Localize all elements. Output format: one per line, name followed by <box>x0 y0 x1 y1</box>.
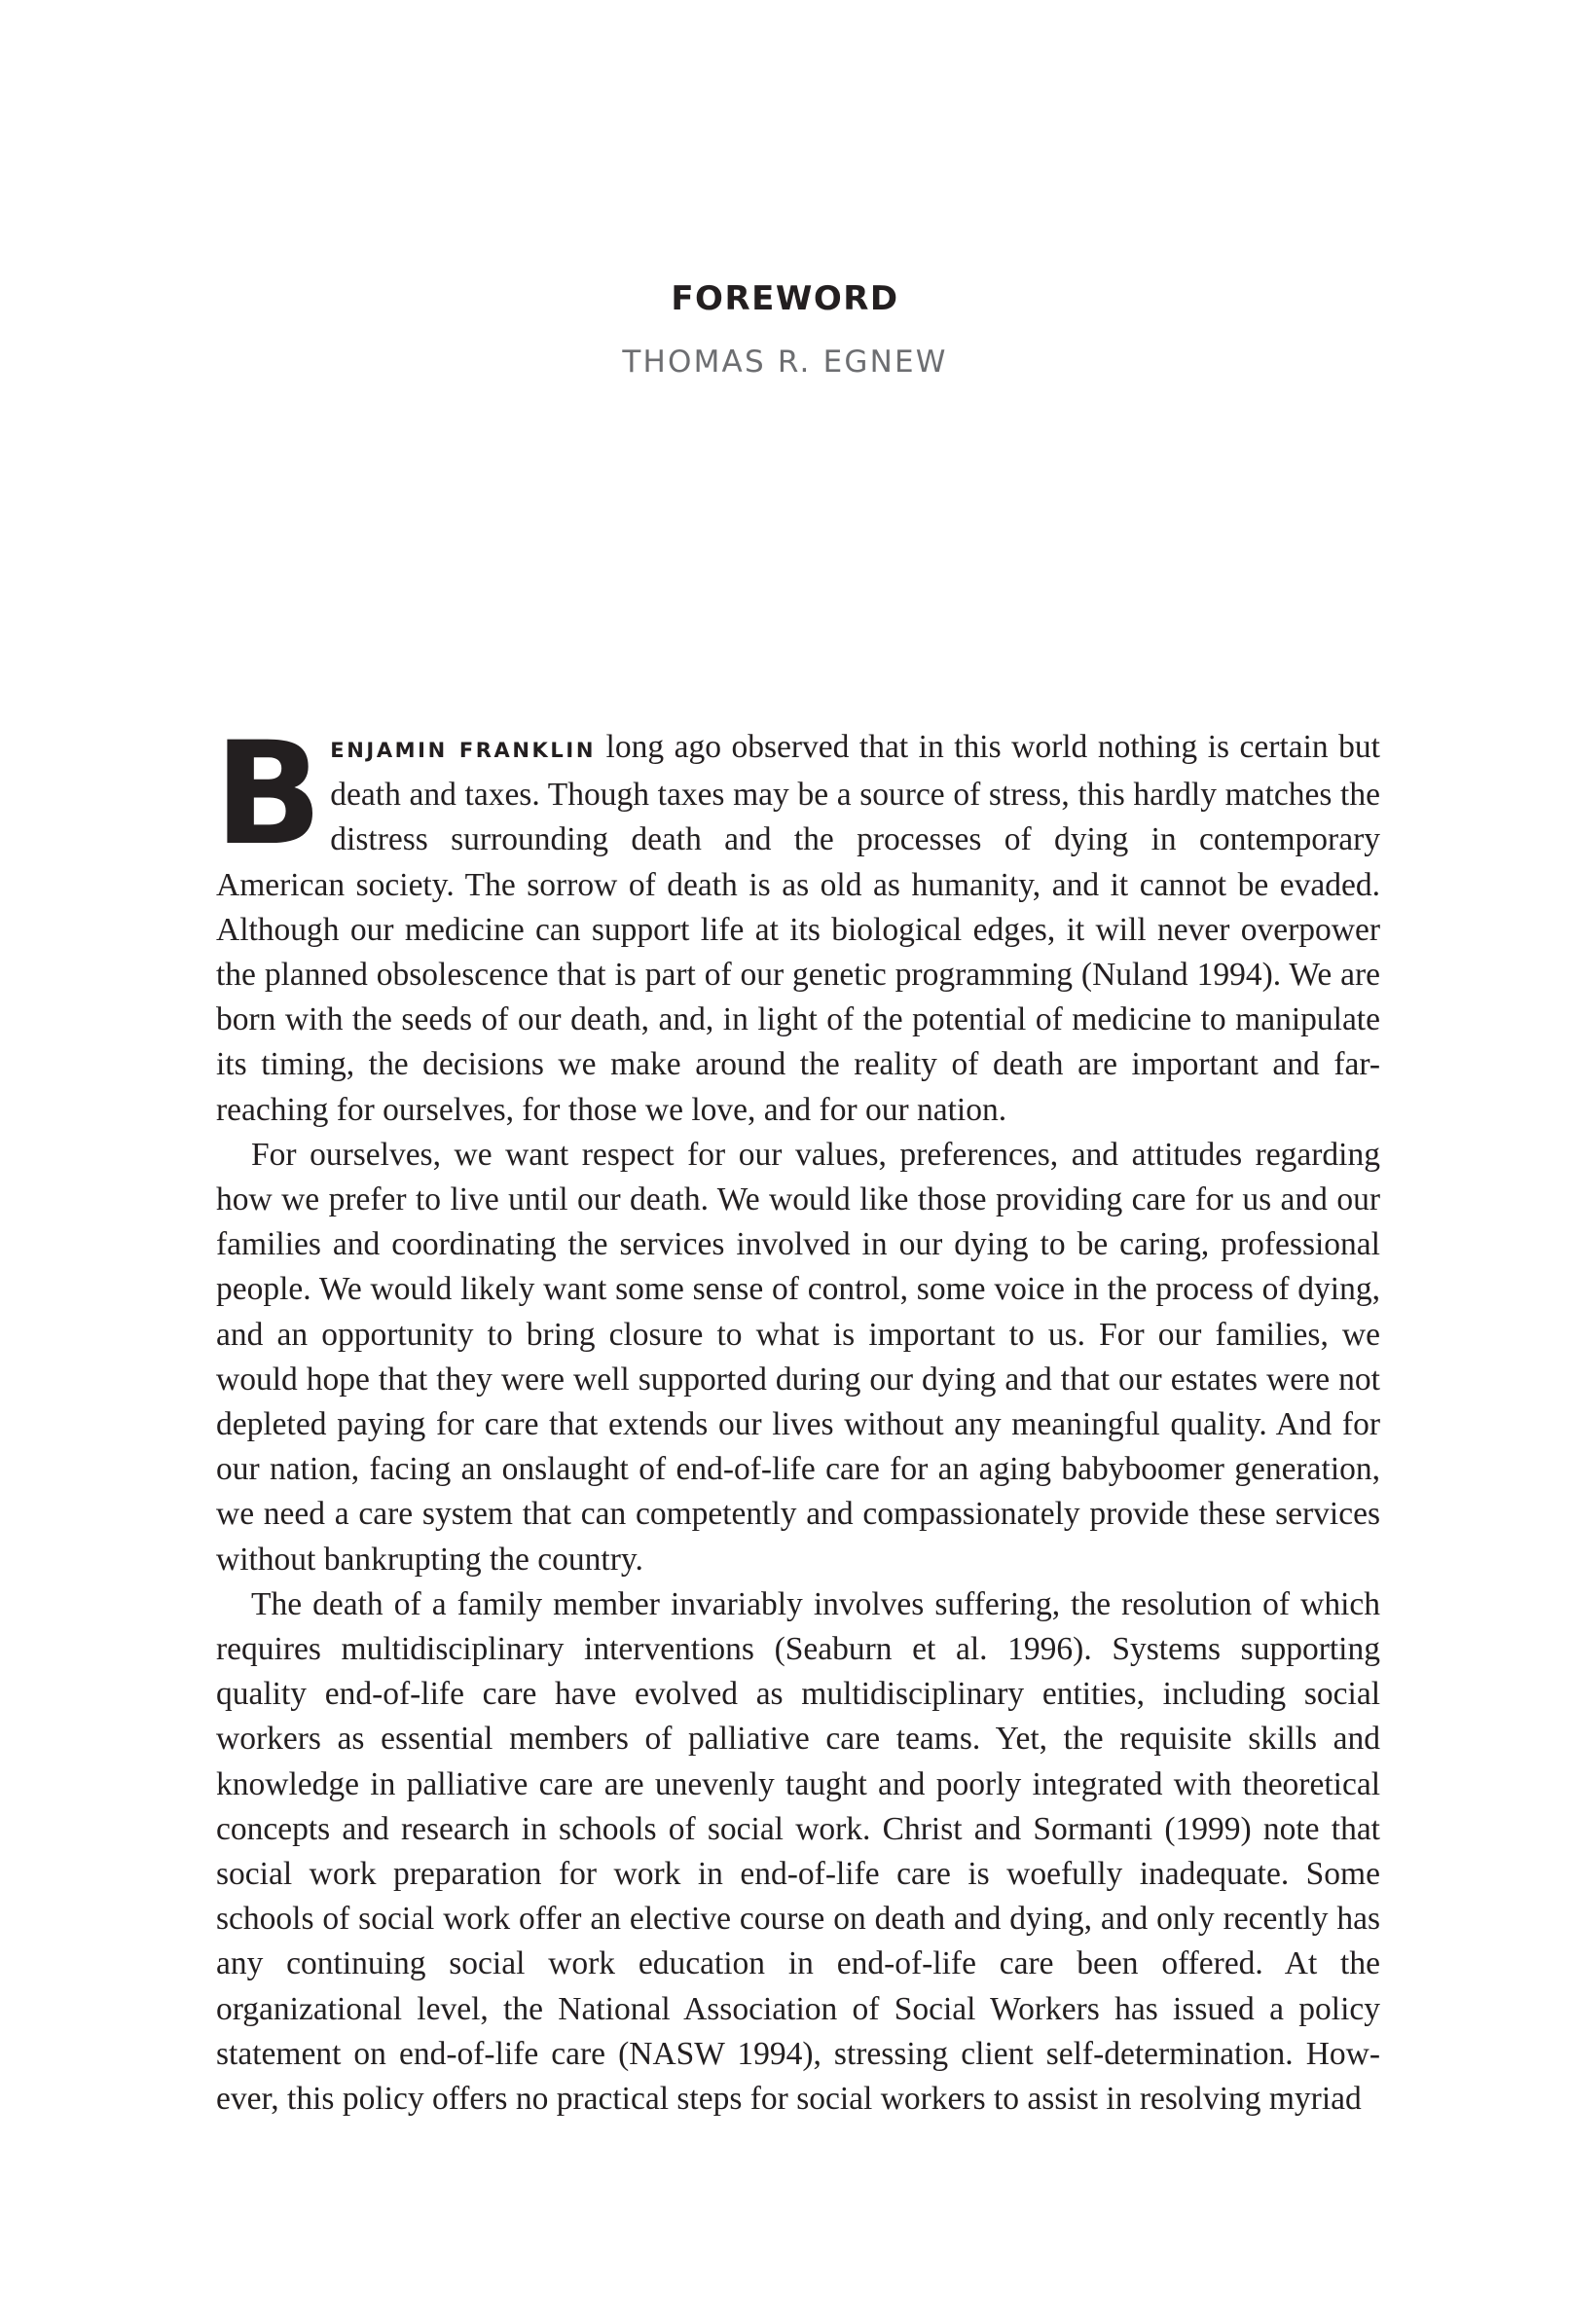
lead-in-small-caps: ENJAMIN FRANKLIN <box>330 739 597 762</box>
author-name: THOMAS R. EGNEW <box>622 345 948 380</box>
drop-cap: B <box>214 711 323 877</box>
paragraph-1-text: long ago observed that in this world nothing is certain but death and taxes. Though taxes may be a source of stress, this hardly matches the distress surrounding death and the processes of dying in contemporary American society. The sorrow of death is as old as humanity, and it cannot be evaded. Although our medicine can support life at its biological edges, it will never overpower the planned obsolescence that is part of our genetic programming (Nuland 1994). We are born with the seeds of our death, and, in light of the potential of medicine to manipulate its timing, the decisions we make around the reality of death are important and far-reaching for ourselves, for those we love, and for our nation. <box>216 729 1380 1128</box>
page-title: FOREWORD <box>671 279 899 318</box>
paragraph-1 <box>214 711 1380 1133</box>
paragraph-2: For ourselves, we want respect for our values, preferences, and attitudes regarding how we prefer to live until our death. We would like those providing care for us and our families and coordinating the services involved in our dying to be caring, professional people. We would likely want some sense of control, some voice in the process of dying, and an opportunity to bring closure to what is important to us. For our families, we would hope that they were well supported during our dying and that our estates were not depleted paying for care that extends our lives without any meaningful quality. And for our nation, facing an onslaught of end-of-life care for an aging babyboomer generation, we need a care system that can competently and compassionately provide these services without bankrupting the country. <box>216 1136 1380 1578</box>
body-text <box>214 711 1380 2122</box>
paragraph-3: The death of a family member invariably involves suffering, the resolution of which requires multidisciplinary interventions (Seaburn et al. 1996). Systems supporting quality end-of-life care have evolved as multidisciplinary entities, including social workers as essential members of palliative care teams. Yet, the requisite skills and knowledge in palliative care are unevenly taught and poorly integrated with theoretical concepts and research in schools of social work. Christ and Sormanti (1999) note that social work preparation for work in end-of-life care is woefully inadequate. Some schools of social work offer an elective course on death and dying, and only recently has any continuing social work education in end-of-life care been offered. At the organizational level, the National Association of Social Workers has issued a policy statement on end-of-life care (NASW 1994), stressing client self-determination. However, this policy offers no practical steps for social workers to assist in resolving myriad <box>216 1585 1380 2118</box>
chapter-heading <box>0 274 1570 386</box>
